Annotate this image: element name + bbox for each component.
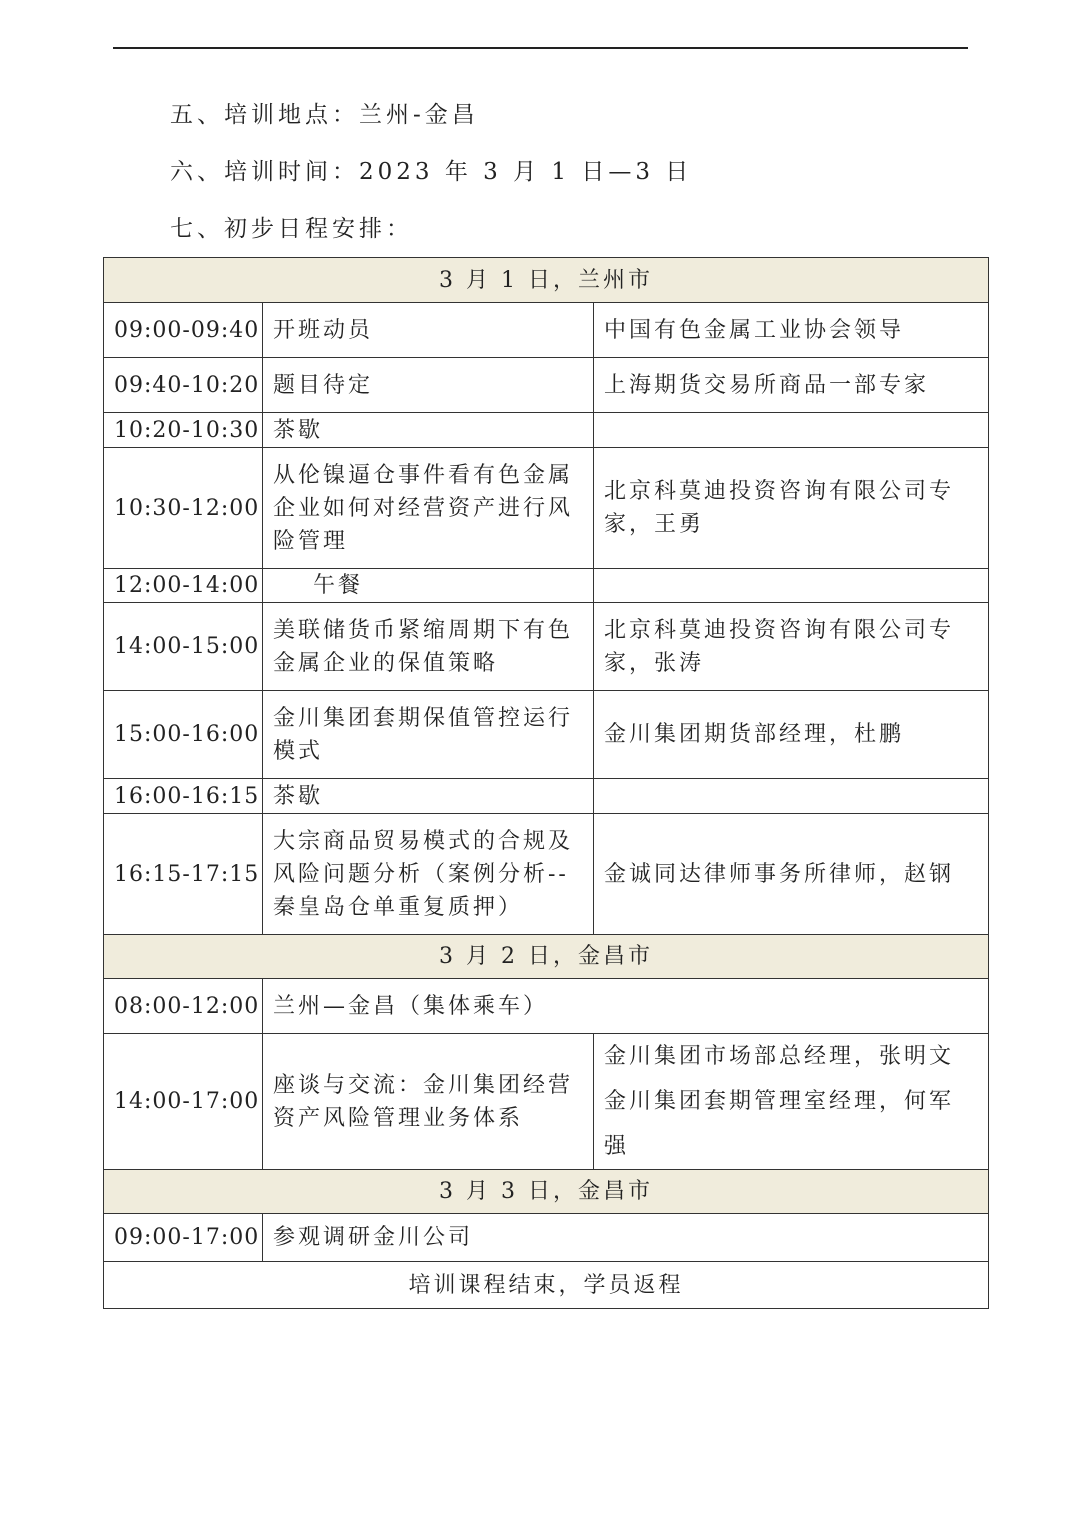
time-cell: 09:00-09:40 <box>104 303 263 358</box>
table-row <box>104 603 989 691</box>
speaker-cell <box>594 1034 989 1170</box>
time-cell: 14:00-17:00 <box>104 1034 263 1170</box>
topic-cell: 兰州—金昌（集体乘车） <box>263 979 989 1034</box>
table-row <box>104 979 989 1034</box>
topic-cell: 美联储货币紧缩周期下有色金属企业的保值策略 <box>263 603 594 691</box>
speaker-cell: 北京科莫迪投资咨询有限公司专家，王勇 <box>594 448 989 569</box>
table-row <box>104 1034 989 1170</box>
speaker-cell <box>594 569 989 603</box>
topic-cell: 座谈与交流：金川集团经营资产风险管理业务体系 <box>263 1034 594 1170</box>
table-row <box>104 569 989 603</box>
table-row <box>104 779 989 814</box>
header-rule <box>113 47 968 49</box>
day-header-row <box>104 1170 989 1214</box>
day-header: 3 月 2 日，金昌市 <box>104 935 989 979</box>
topic-cell: 金川集团套期保值管控运行模式 <box>263 691 594 779</box>
speaker-cell: 北京科莫迪投资咨询有限公司专家，张涛 <box>594 603 989 691</box>
speaker-cell: 中国有色金属工业协会领导 <box>594 303 989 358</box>
time-cell: 14:00-15:00 <box>104 603 263 691</box>
speaker-cell <box>594 779 989 814</box>
speaker-cell <box>594 413 989 448</box>
topic-cell: 开班动员 <box>263 303 594 358</box>
time-cell: 09:40-10:20 <box>104 358 263 413</box>
topic-cell: 午餐 <box>263 569 594 603</box>
closing-note: 培训课程结束，学员返程 <box>104 1262 989 1309</box>
topic-cell: 参观调研金川公司 <box>263 1214 989 1262</box>
time-cell: 16:15-17:15 <box>104 814 263 935</box>
table-row <box>104 413 989 448</box>
day-header-row <box>104 935 989 979</box>
heading-agenda: 七、初步日程安排： <box>170 216 413 242</box>
closing-row <box>104 1262 989 1309</box>
time-cell: 10:30-12:00 <box>104 448 263 569</box>
speaker-cell: 金川集团期货部经理，杜鹏 <box>594 691 989 779</box>
topic-cell: 题目待定 <box>263 358 594 413</box>
time-cell: 08:00-12:00 <box>104 979 263 1034</box>
day-header-row <box>104 258 989 303</box>
heading-time: 六、培训时间：2023 年 3 月 1 日—3 日 <box>170 159 693 185</box>
time-cell: 12:00-14:00 <box>104 569 263 603</box>
heading-location: 五、培训地点：兰州-金昌 <box>170 102 479 128</box>
time-cell: 16:00-16:15 <box>104 779 263 814</box>
time-cell: 15:00-16:00 <box>104 691 263 779</box>
topic-cell: 茶歇 <box>263 779 594 814</box>
topic-cell: 大宗商品贸易模式的合规及风险问题分析（案例分析--秦皇岛仓单重复质押） <box>263 814 594 935</box>
speaker-cell: 金诚同达律师事务所律师，赵钢 <box>594 814 989 935</box>
speaker-line: 金川集团套期管理室经理，何军强 <box>604 1089 955 1159</box>
schedule-table <box>103 257 989 1309</box>
table-row <box>104 448 989 569</box>
table-row <box>104 814 989 935</box>
time-cell: 10:20-10:30 <box>104 413 263 448</box>
time-cell: 09:00-17:00 <box>104 1214 263 1262</box>
table-row <box>104 1214 989 1262</box>
table-row <box>104 303 989 358</box>
table-row <box>104 358 989 413</box>
speaker-line: 金川集团市场部总经理，张明文 <box>604 1044 955 1069</box>
day-header: 3 月 3 日，金昌市 <box>104 1170 989 1214</box>
day-header: 3 月 1 日，兰州市 <box>104 258 989 303</box>
topic-cell: 茶歇 <box>263 413 594 448</box>
topic-cell: 从伦镍逼仓事件看有色金属企业如何对经营资产进行风险管理 <box>263 448 594 569</box>
speaker-cell: 上海期货交易所商品一部专家 <box>594 358 989 413</box>
table-row <box>104 691 989 779</box>
